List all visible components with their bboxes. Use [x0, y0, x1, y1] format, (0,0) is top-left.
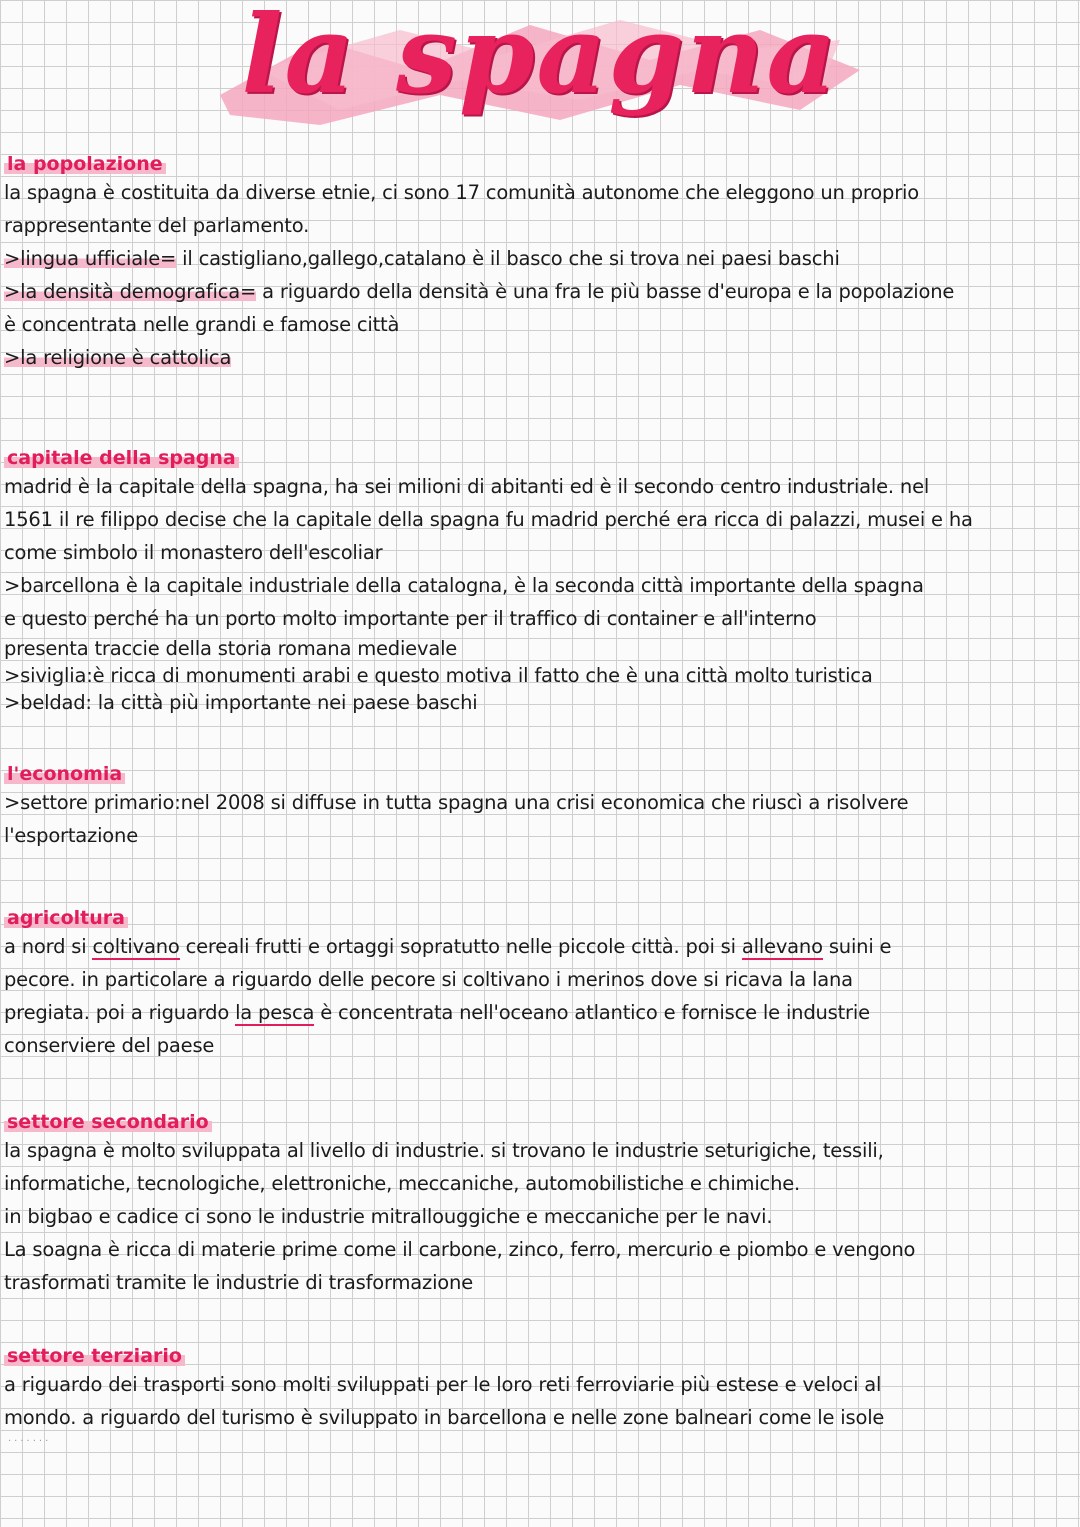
text-line: è concentrata nelle grandi e famose città	[4, 313, 400, 336]
underline-coltivano: coltivano	[92, 935, 180, 958]
text-span: è concentrata nell'oceano atlantico e fornisce le industrie	[314, 1001, 870, 1024]
heading-economia: l'economia	[4, 762, 125, 786]
section-capitale	[4, 446, 1070, 716]
text-line: >beldad: la città più importante nei paese baschi	[4, 691, 478, 714]
highlight-lingua: >lingua ufficiale=	[4, 247, 177, 270]
page-title: la spagna	[241, 0, 839, 118]
highlight-densita: >la densità demografica=	[4, 280, 257, 303]
section-popolazione	[4, 152, 1070, 374]
text-line: in bigbao e cadice ci sono le industrie mitrallouggiche e meccaniche per le navi.	[4, 1205, 773, 1228]
section-secondario	[4, 1110, 1070, 1299]
text-line: mondo. a riguardo del turismo è sviluppato in barcellona e nelle zone balneari come le isole	[4, 1406, 885, 1429]
text-line: >barcellona è la capitale industriale della catalogna, è la seconda città importante della spagna	[4, 574, 924, 597]
heading-capitale: capitale della spagna	[4, 446, 239, 470]
section-agricoltura	[4, 906, 1070, 1062]
text-line	[4, 930, 1070, 963]
trailing-dots-decoration: ·······	[8, 1436, 52, 1447]
highlight-religione: >la religione è cattolica	[4, 346, 232, 369]
heading-terziario: settore terziario	[4, 1344, 185, 1368]
text-line: conserviere del paese	[4, 1034, 215, 1057]
text-span: suini e	[822, 935, 892, 958]
text-line	[4, 341, 1070, 374]
section-economia	[4, 762, 1070, 852]
text-line	[4, 996, 1070, 1029]
section-terziario	[4, 1344, 1070, 1434]
text-span: il castigliano,gallego,catalano è il basco che si trova nei paesi baschi	[176, 247, 840, 270]
text-line: rappresentante del parlamento.	[4, 214, 310, 237]
text-span: cereali frutti e ortaggi sopratutto nelle piccole città. poi si	[179, 935, 742, 958]
text-line: e questo perché ha un porto molto importante per il traffico di container e all'interno	[4, 607, 817, 630]
heading-agricoltura: agricoltura	[4, 906, 128, 930]
text-line: la spagna è molto sviluppata al livello di industrie. si trovano le industrie seturigiche, tessili,	[4, 1139, 884, 1162]
text-line	[4, 275, 1070, 308]
underline-allevano: allevano	[741, 935, 823, 958]
text-span: a riguardo della densità è una fra le più basse d'europa e la popolazione	[256, 280, 955, 303]
underline-pesca: la pesca	[235, 1001, 315, 1024]
text-line	[4, 242, 1070, 275]
text-line: La soagna è ricca di materie prime come il carbone, zinco, ferro, mercurio e piombo e vengono	[4, 1238, 916, 1261]
text-line: la spagna è costituita da diverse etnie, ci sono 17 comunità autonome che eleggono un proprio	[4, 181, 919, 204]
text-line: >siviglia:è ricca di monumenti arabi e questo motiva il fatto che è una città molto turistica	[4, 664, 873, 687]
text-line: presenta traccie della storia romana medievale	[4, 637, 458, 660]
text-line: a riguardo dei trasporti sono molti sviluppati per le loro reti ferroviarie più estese e veloci al	[4, 1373, 882, 1396]
heading-popolazione: la popolazione	[4, 152, 166, 176]
text-line: >settore primario:nel 2008 si diffuse in tutta spagna una crisi economica che riuscì a risolvere	[4, 791, 909, 814]
text-line: pecore. in particolare a riguardo delle pecore si coltivano i merinos dove si ricava la lana	[4, 968, 853, 991]
heading-secondario: settore secondario	[4, 1110, 212, 1134]
title-block	[200, 0, 880, 150]
text-span: a nord si	[4, 935, 93, 958]
text-line: informatiche, tecnologiche, elettroniche, meccaniche, automobilistiche e chimiche.	[4, 1172, 801, 1195]
text-line: madrid è la capitale della spagna, ha sei milioni di abitanti ed è il secondo centro industriale. nel	[4, 475, 930, 498]
text-line: trasformati tramite le industrie di trasformazione	[4, 1271, 473, 1294]
text-span: pregiata. poi a riguardo	[4, 1001, 236, 1024]
text-line: l'esportazione	[4, 824, 138, 847]
text-line: 1561 il re filippo decise che la capitale della spagna fu madrid perché era ricca di palazzi, musei e ha	[4, 508, 973, 531]
text-line: come simbolo il monastero dell'escoliar	[4, 541, 383, 564]
